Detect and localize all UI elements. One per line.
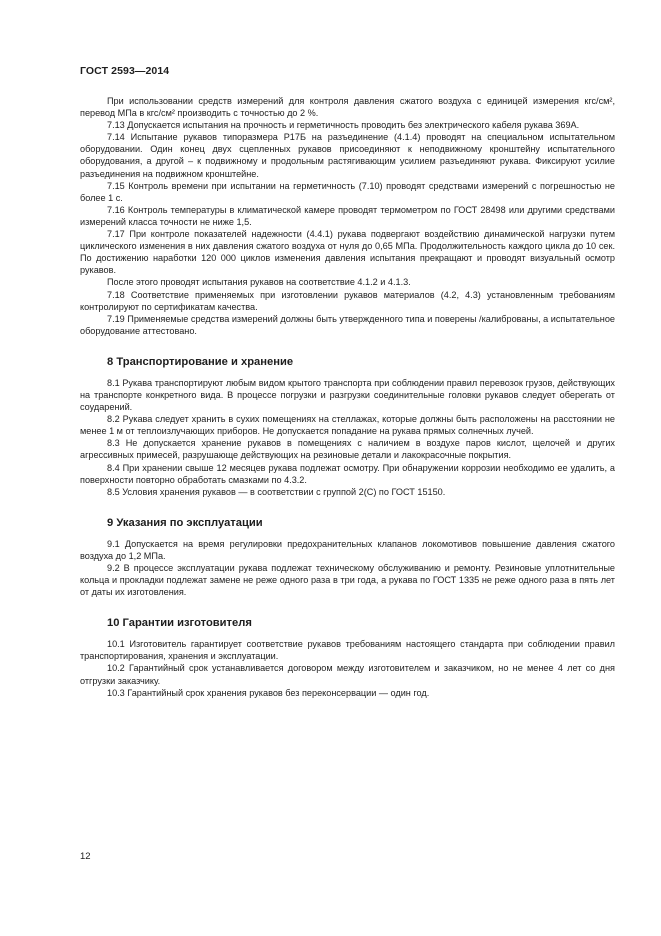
- section-heading-8: 8 Транспортирование и хранение: [107, 355, 294, 368]
- paragraph: 8.3 Не допускается хранение рукавов в помещениях с наличием в воздухе паров кислот, щелочей и других агрессивных примесей, разрушающе действующих на резиновые детали и лакокрасочные покрытия.: [80, 438, 615, 461]
- section-heading-9: 9 Указания по эксплуатации: [107, 516, 263, 529]
- paragraph: 9.2 В процессе эксплуатации рукава подлежат техническому обслуживанию и ремонту. Резиновые уплотнительные кольца и прокладки подлежат замене не реже одного раза в три года, а рукава по ГОСТ 1335 не реже одного раза в пять лет от даты их изготовления.: [80, 563, 615, 598]
- paragraph: 7.18 Соответствие применяемых при изготовлении рукавов материалов (4.2, 4.3) установленным требованиям контролируют по сертификатам качества.: [80, 289, 615, 312]
- section-heading-10: 10 Гарантии изготовителя: [107, 617, 252, 630]
- paragraph: 10.3 Гарантийный срок хранения рукавов без переконсервации — один год.: [107, 687, 430, 698]
- paragraph: 7.19 Применяемые средства измерений должны быть утвержденного типа и поверены /калиброваны, а испытательное оборудование аттестовано.: [80, 313, 615, 336]
- paragraph: 7.15 Контроль времени при испытании на герметичность (7.10) проводят средствами измерений с погрешностью не более 1 с.: [80, 180, 615, 203]
- paragraph: 7.14 Испытание рукавов типоразмера Р17Б на разъединение (4.1.4) проводят на специальном испытательном оборудовании. Один конец двух сцепленных рукавов присоединяют к неподвижному кронштейну испытательного оборудования, а другой – к подвижному и продольным растягивающим усилием разъединяют рукава. Фиксируют усилие разъединения на подвижном кронштейне.: [80, 132, 615, 179]
- paragraph: 8.4 При хранении свыше 12 месяцев рукава подлежат осмотру. При обнаружении коррозии необходимо ее удалить, а поверхности повторно обработать смазками по 4.3.2.: [80, 462, 615, 485]
- paragraph: 10.1 Изготовитель гарантирует соответствие рукавов требованиям настоящего стандарта при соблюдении правил транспортирования, хранения и эксплуатации.: [80, 639, 615, 662]
- page-number: 12: [80, 851, 91, 862]
- paragraph: При использовании средств измерений для контроля давления сжатого воздуха с единицей измерения кгс/см², перевод МПа в кгс/см² производить с точностью до 2 %.: [80, 96, 615, 119]
- paragraph: 8.5 Условия хранения рукавов — в соответствии с группой 2(С) по ГОСТ 15150.: [107, 486, 446, 497]
- paragraph: 7.13 Допускается испытания на прочность и герметичность проводить без электрического кабеля рукава 369А.: [107, 120, 580, 131]
- paragraph: 8.1 Рукава транспортируют любым видом крытого транспорта при соблюдении правил перевозок грузов, действующих на транспорте конкретного вида. В процессе погрузки и разгрузки соединительные головки рукавов следует оберегать от соударений.: [80, 377, 615, 413]
- paragraph: После этого проводят испытания рукавов на соответствие 4.1.2 и 4.1.3.: [107, 277, 411, 288]
- document-header: ГОСТ 2593—2014: [80, 65, 170, 77]
- paragraph: 7.17 При контроле показателей надежности (4.4.1) рукава подвергают воздействию динамической нагрузки путем циклического изменения в них давления сжатого воздуха от нуля до 0,65 МПа. Продолжительность каждого цикла до 10 сек. По достижению наработки 120 000 циклов изменения давления испытания прекращают и проводят визуальный осмотр рукавов.: [80, 229, 615, 276]
- document-body: [80, 95, 615, 699]
- paragraph: 10.2 Гарантийный срок устанавливается договором между изготовителем и заказчиком, но не менее 4 лет со дня отгрузки заказчику.: [80, 663, 615, 686]
- paragraph: 9.1 Допускается на время регулировки предохранительных клапанов локомотивов повышение давления сжатого воздуха до 1,2 МПа.: [80, 538, 615, 561]
- paragraph: 8.2 Рукава следует хранить в сухих помещениях на стеллажах, которые должны быть расположены на расстоянии не менее 1 м от теплоизлучающих приборов. Не допускается попадание на рукава прямых солнечных лучей.: [80, 414, 615, 437]
- paragraph: 7.16 Контроль температуры в климатической камере проводят термометром по ГОСТ 28498 или другими средствами измерений класса точности не ниже 1,5.: [80, 204, 615, 227]
